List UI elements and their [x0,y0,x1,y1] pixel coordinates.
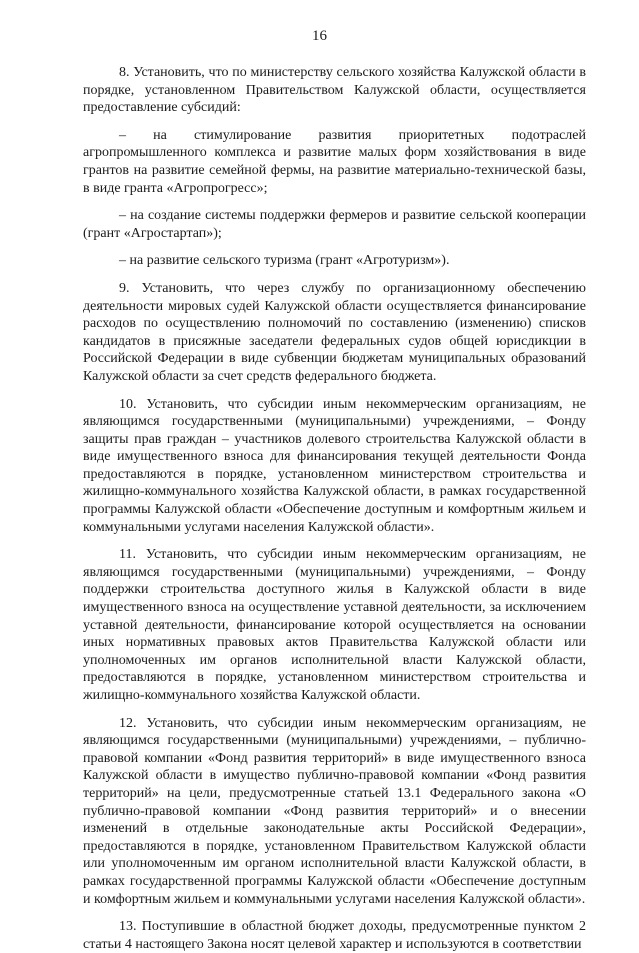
paragraph-8-item-2: – на создание системы поддержки фермеров и развитие сельской кооперации (грант «Агростартап»); [83,208,586,241]
paragraph-10: 10. Установить, что субсидии иным некоммерческим организациям, не являющимся государственными (муниципальными) учреждениями, – Фонду защиты прав граждан – участников долевого строительства Калужской области в виде имущественного взноса для финансирования текущей деятельности Фонда предоставляются в порядке, установленном министерством строительства и жилищно-коммунального хозяйства Калужской области, в рамках государственной программы Калужской области «Обеспечение доступным и комфортным жильем и коммунальными услугами населения Калужской области». [83,396,586,535]
paragraph-9: 9. Установить, что через службу по организационному обеспечению деятельности мировых судей Калужской области осуществляется финансирование расходов по осуществлению полномочий по составлению (изменению) списков кандидатов в присяжные заседатели федеральных судов общей юрисдикции в Российской Федерации в виде субвенции бюджетам муниципальных образований Калужской области за счет средств федерального бюджета. [83,280,586,384]
paragraph-11: 11. Установить, что субсидии иным некоммерческим организациям, не являющимся государственными (муниципальными) учреждениями, – Фонду поддержки строительства доступного жилья в Калужской области в виде имущественного взноса на осуществление уставной деятельности, за исключением уставной деятельности, финансирование которой осуществляется на основании иных нормативных правовых актов Правительства Калужской области или уполномоченных им органов исполнительной власти Калужской области, предоставляются в порядке, установленном министерством строительства и жилищно-коммунального хозяйства Калужской области. [83,547,586,703]
page-number: 16 [312,28,327,44]
paragraph-13: 13. Поступившие в областной бюджет доходы, предусмотренные пунктом 2 статьи 4 настоящего Закона носят целевой характер и используются в соответствии [83,919,586,952]
paragraph-12: 12. Установить, что субсидии иным некоммерческим организациям, не являющимся государственными (муниципальными) учреждениями, – публично-правовой компании «Фонд развития территорий» в виде имущественного взноса Калужской области в имущество публично-правовой компании «Фонд развития территорий» на цели, предусмотренные статьей 13.1 Федерального закона «О публично-правовой компании «Фонд развития территорий» и о внесении изменений в отдельные законодательные акты Российской Федерации», предоставляются в порядке, установленном Правительством Калужской области или уполномоченным им органом исполнительной власти Калужской области, в рамках государственной программы Калужской области «Обеспечение доступным и комфортным жильем и коммунальными услугами населения Калужской области». [83,715,586,907]
paragraph-8-item-1: – на стимулирование развития приоритетных подотраслей агропромышленного комплекса и развитие малых форм хозяйствования в виде грантов на развитие семейной фермы, на развитие материально-технической базы, в виде гранта «Агропрогресс»; [83,127,586,196]
document-body [83,64,586,953]
paragraph-8-item-3: – на развитие сельского туризма (грант «Агротуризм»). [119,253,450,269]
paragraph-8: 8. Установить, что по министерству сельского хозяйства Калужской области в порядке, установленном Правительством Калужской области, осуществляется предоставление субсидий: [83,65,586,116]
